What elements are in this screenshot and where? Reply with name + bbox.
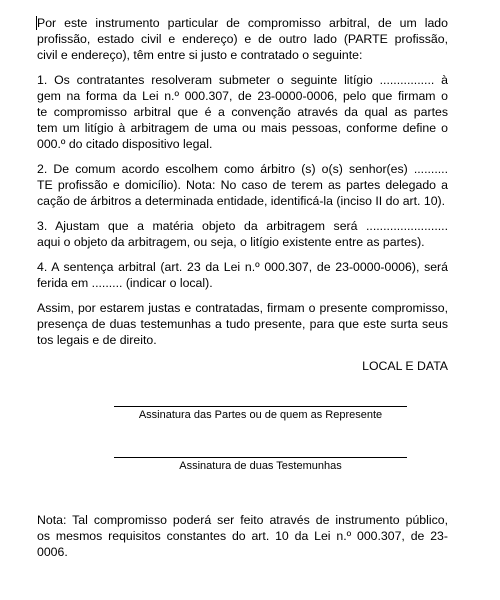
clause2-line: TE profissão e domicílio). Nota: No caso de terem as partes delegado a bbox=[37, 178, 448, 192]
closing-line: tos legais e de direito. bbox=[37, 333, 157, 347]
intro-line: profissão, estado civil e endereço) e de outro lado (PARTE profissão, bbox=[37, 32, 448, 46]
clause3-line: aqui o objeto da arbitragem, ou seja, o litígio existente entre as partes). bbox=[37, 235, 425, 249]
clause1-line: tem um litígio à arbitragem de uma ou mais pessoas, conforme define o bbox=[37, 121, 448, 135]
signature-label-parties: Assinatura das Partes ou de quem as Represente bbox=[138, 409, 383, 421]
signature-line-parties bbox=[114, 406, 407, 407]
signature-line-witnesses bbox=[114, 457, 407, 458]
clause3-line: 3. Ajustam que a matéria objeto da arbitragem será ........................ bbox=[37, 219, 448, 233]
clause1-line: te compromisso arbitral que é a convenção através da qual as partes bbox=[37, 105, 448, 119]
clause1-line: gem na forma da Lei n.º 000.307, de 23-0000-0006, pelo que firmam o bbox=[37, 89, 448, 103]
clause1-line: 000.º do citado dispositivo legal. bbox=[37, 137, 213, 151]
intro-line: civil e endereço), têm entre si justo e contratado o seguinte: bbox=[37, 48, 363, 62]
clause4-line: ferida em ......... (indicar o local). bbox=[37, 276, 213, 290]
clause2-line: 2. De comum acordo escolhem como árbitro (s) o(s) senhor(es) .......... bbox=[37, 162, 448, 176]
signature-label-witnesses: Assinatura de duas Testemunhas bbox=[179, 460, 342, 472]
note-line: os mesmos requisitos constantes do art. 10 da Lei n.º 000.307, de 23- bbox=[37, 529, 448, 543]
clause2-line: cação de árbitros a determinada entidade, identificá-la (inciso II do art. 10). bbox=[37, 194, 446, 208]
local-date: LOCAL E DATA bbox=[362, 359, 448, 373]
clause1-line: 1. Os contratantes resolveram submeter o seguinte litígio ................ à bbox=[37, 73, 448, 87]
intro-line: Por este instrumento particular de compromisso arbitral, de um lado bbox=[37, 16, 448, 30]
closing-line: presença de duas testemunhas a tudo presente, para que este surta seus bbox=[37, 317, 448, 331]
clause4-line: 4. A sentença arbitral (art. 23 da Lei n.º 000.307, de 23-0000-0006), será bbox=[37, 260, 448, 274]
closing-line: Assim, por estarem justas e contratadas, firmam o presente compromisso, bbox=[37, 301, 448, 315]
note-line: Nota: Tal compromisso poderá ser feito através de instrumento público, bbox=[37, 513, 448, 527]
note-line: 0006. bbox=[37, 545, 68, 559]
